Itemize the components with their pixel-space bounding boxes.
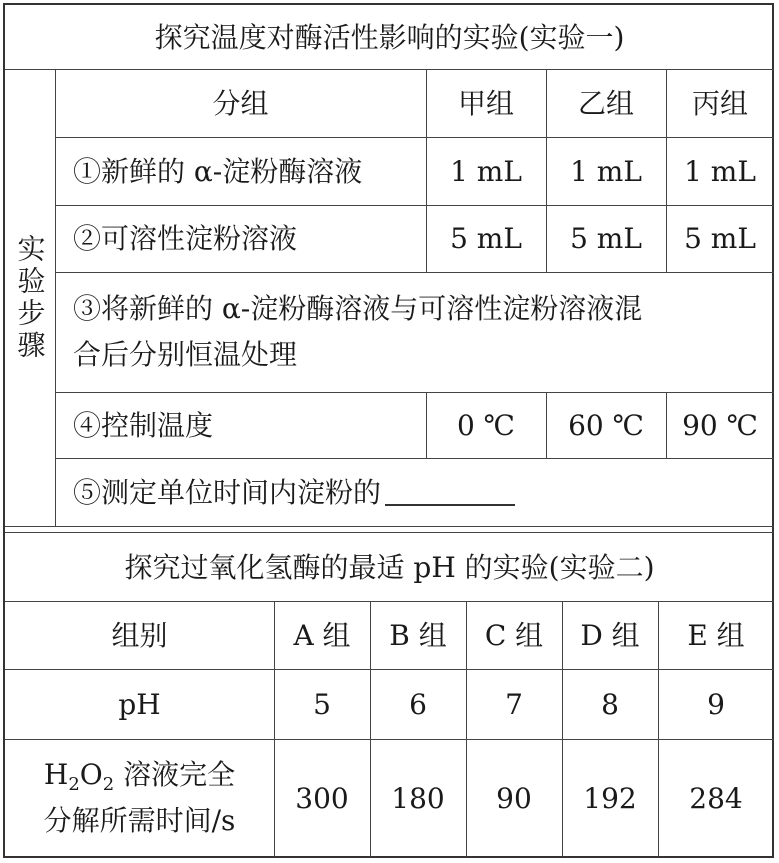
exp2-time-label-line2: 分解所需时间/s <box>43 804 236 838</box>
divider <box>5 526 774 527</box>
exp1-step3 <box>55 272 774 392</box>
exp2-group-c: C 组 <box>484 618 544 652</box>
exp2-ph-value: 7 <box>505 687 523 721</box>
exp1-step3-line2: 合后分别恒温处理 <box>73 338 298 371</box>
exp2-ph-value: 9 <box>707 687 725 721</box>
exp2-group-d: D 组 <box>580 618 640 652</box>
exp1-step1-value: 1 mL <box>684 154 756 188</box>
exp1-step5-label: ⑤测定单位时间内淀粉的 <box>73 475 382 509</box>
exp1-group-jia: 甲组 <box>457 86 514 120</box>
exp2-time-label <box>5 739 274 857</box>
divider <box>274 601 275 857</box>
exp1-step2-value: 5 mL <box>450 222 522 255</box>
exp1-step1-label: ①新鲜的 α-淀粉酶溶液 <box>73 154 363 188</box>
divider <box>426 392 427 458</box>
exp2-ph-value: 5 <box>313 687 331 721</box>
exp1-step4-value: 60 ℃ <box>568 408 644 442</box>
divider <box>546 392 547 458</box>
exp2-time-value: 300 <box>295 781 349 815</box>
exp2-time-value: 284 <box>689 781 743 815</box>
divider <box>370 601 371 857</box>
exp1-step4-label: ④控制温度 <box>73 408 214 442</box>
divider <box>546 69 547 272</box>
answer-blank <box>385 478 515 506</box>
exp1-col-label: 分组 <box>212 86 269 120</box>
divider <box>666 392 667 458</box>
exp1-step1-value: 1 mL <box>450 154 522 188</box>
exp1-step1-value: 1 mL <box>570 154 642 188</box>
exp2-group-a: A 组 <box>293 618 351 652</box>
exp1-title: 探究温度对酶活性影响的实验(实验一) <box>154 20 625 54</box>
exp1-group-yi: 乙组 <box>577 86 634 120</box>
exp2-time-value: 90 <box>496 781 532 815</box>
exp2-group-e: E 组 <box>687 618 745 652</box>
exp1-step3-line1: ③将新鲜的 α-淀粉酶溶液与可溶性淀粉溶液混 <box>73 291 643 325</box>
exp2-time-label-line1: $H_2O_2$ 溶液完全 <box>43 758 236 796</box>
exp1-step2-value: 5 mL <box>684 222 756 255</box>
exp2-time-value: 192 <box>583 781 637 815</box>
divider <box>658 601 659 857</box>
divider <box>666 69 667 272</box>
exp2-ph-label: pH <box>118 687 161 721</box>
exp1-group-bing: 丙组 <box>691 86 748 120</box>
exp2-ph-value: 8 <box>601 687 619 721</box>
divider <box>466 601 467 857</box>
exp1-step2-value: 5 mL <box>570 222 642 255</box>
exp2-time-value: 180 <box>391 781 445 815</box>
divider <box>426 69 427 272</box>
exp1-step4-value: 0 ℃ <box>456 408 516 442</box>
exp2-title: 探究过氧化氢酶的最适 pH 的实验(实验二) <box>124 550 655 584</box>
exp2-group-b: B 组 <box>389 618 447 652</box>
exp2-col-label: 组别 <box>111 618 168 652</box>
exp1-step5 <box>55 458 774 526</box>
exp1-step4-value: 90 ℃ <box>682 408 758 442</box>
exp1-side-label: 实验步骤 <box>13 233 47 362</box>
exp2-ph-value: 6 <box>409 687 427 721</box>
divider <box>562 601 563 857</box>
exp1-step2-label: ②可溶性淀粉溶液 <box>73 222 298 255</box>
